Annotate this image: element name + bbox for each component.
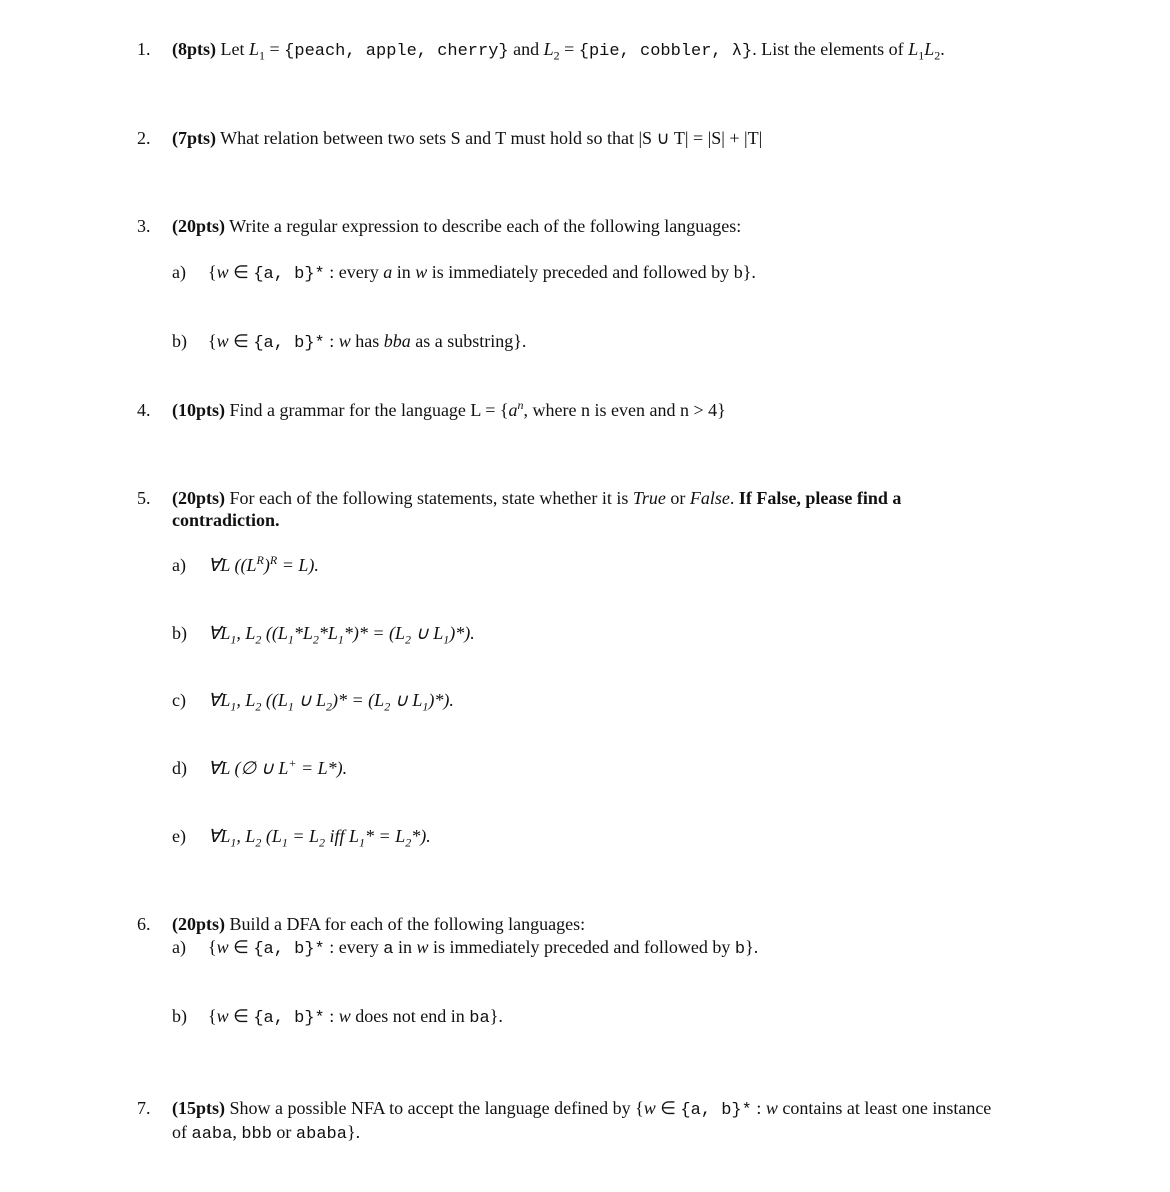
q5b-t4: *L	[293, 623, 313, 643]
q5b-t3: ((L	[261, 623, 288, 643]
q7-close: }.	[346, 1122, 361, 1142]
q5b-t8: )*).	[449, 623, 475, 643]
q7-t2: contains at least one instance	[777, 1098, 992, 1118]
q1-l2: L	[543, 39, 554, 59]
q5a-sup1: R	[256, 553, 264, 567]
q5c-t1: ∀L	[208, 690, 231, 710]
q5b-s5: 1	[337, 632, 344, 647]
q5-bold2: contradiction.	[172, 510, 280, 530]
q5c-text	[208, 689, 454, 714]
q5-text-line2	[172, 509, 280, 531]
q7-w2: w	[765, 1098, 778, 1118]
q1-set2: {pie, cobbler, λ}	[578, 42, 753, 61]
q7-colon: :	[751, 1098, 766, 1118]
q5c-t2: , L	[236, 690, 256, 710]
q1-number: 1.	[137, 39, 151, 59]
q3b-close: }.	[513, 331, 527, 351]
q5-number: 5.	[137, 488, 151, 508]
q5a-label: a)	[172, 555, 186, 575]
q6a-w: w	[216, 937, 229, 957]
q5e-s3: 1	[281, 835, 288, 850]
q5e-t5: iff L	[325, 826, 360, 846]
q5d-t1: ∀L (∅ ∪ L	[208, 758, 289, 778]
q5-false: False	[689, 488, 730, 508]
q7-in: ∈	[655, 1098, 681, 1118]
q5b-s4: 2	[312, 632, 319, 647]
q3a-w: w	[216, 262, 229, 282]
q7-points: (15pts)	[172, 1098, 225, 1118]
q5b-s7: 1	[443, 632, 450, 647]
q3a-rest1: in	[392, 262, 416, 282]
q7-line2a: of	[172, 1122, 192, 1142]
q5b-s2: 2	[255, 632, 262, 647]
q5d-label: d)	[172, 758, 187, 778]
q6b-w2: w	[338, 1006, 351, 1026]
q5b-t5: *L	[318, 623, 338, 643]
q5e-t2: , L	[236, 826, 256, 846]
q3b-rest1: has	[350, 331, 384, 351]
q5c-t4: ∪ L	[293, 690, 327, 710]
q5e-s6: 2	[405, 835, 412, 850]
q3-points: (20pts)	[172, 216, 225, 236]
q6b-colon: :	[324, 1006, 339, 1026]
q3a-in: ∈	[228, 262, 254, 282]
q1-t2: =	[265, 39, 285, 59]
q5a-sup2: R	[269, 553, 278, 567]
q5c-t3: ((L	[261, 690, 288, 710]
q5c-s4: 2	[326, 699, 333, 714]
q1-t1: Let	[216, 39, 249, 59]
q3b-colon: :	[324, 331, 339, 351]
q5c-label: c)	[172, 690, 186, 710]
q1-points: (8pts)	[172, 39, 216, 59]
q1-s3: 1	[918, 48, 925, 63]
q3a-colon: : every	[324, 262, 384, 282]
q1-t6: .	[940, 39, 945, 59]
q7-alpha: {a, b}*	[680, 1101, 752, 1120]
q7-text	[172, 1097, 991, 1122]
q3b-w2: w	[338, 331, 351, 351]
q5b-s3: 1	[287, 632, 294, 647]
q2-body: What relation between two sets S and T must hold so that |S ∪ T| = |S| + |T|	[216, 128, 763, 148]
q3b-alpha: {a, b}*	[253, 334, 325, 353]
q5b-s6: 2	[405, 632, 412, 647]
q5-text	[172, 487, 901, 509]
q1-l3: L	[908, 39, 919, 59]
q3b-open: {	[208, 331, 217, 351]
q6a-text	[208, 936, 758, 961]
q6b-close: }.	[489, 1006, 503, 1026]
q6a-rest2: is immediately preceded and followed by	[428, 937, 735, 957]
q3a-rest2: is immediately preceded and followed by	[427, 262, 734, 282]
q1-l1: L	[249, 39, 260, 59]
q1-t4: =	[559, 39, 579, 59]
q1-s2: 2	[553, 48, 560, 63]
q6a-in: ∈	[228, 937, 254, 957]
q5b-t1: ∀L	[208, 623, 231, 643]
q3b-text	[208, 330, 526, 355]
q3-text	[172, 215, 741, 237]
q4-n: n	[517, 398, 524, 412]
q3a-w2: w	[415, 262, 428, 282]
q4-number: 4.	[137, 400, 151, 420]
q3a-alpha: {a, b}*	[253, 265, 325, 284]
q6b-open: {	[208, 1006, 217, 1026]
q5b-s1: 1	[230, 632, 237, 647]
q6a-label: a)	[172, 937, 186, 957]
q6b-in: ∈	[228, 1006, 254, 1026]
q7-t1: Show a possible NFA to accept the language defined by {	[225, 1098, 644, 1118]
q5d-sup: +	[288, 756, 297, 770]
q1-l4: L	[924, 39, 935, 59]
q5a-t1: ∀L ((L	[208, 555, 257, 575]
q1-set1: {peach, apple, cherry}	[284, 42, 509, 61]
q5c-t5: )* = (L	[332, 690, 385, 710]
q6b-label: b)	[172, 1006, 187, 1026]
q2-number: 2.	[137, 128, 151, 148]
q3a-b: b	[733, 262, 743, 282]
q3a-a: a	[383, 262, 393, 282]
q3b-label: b)	[172, 331, 187, 351]
q3b-in: ∈	[228, 331, 254, 351]
q5c-s2: 2	[255, 699, 262, 714]
q3b-w: w	[216, 331, 229, 351]
q3a-label: a)	[172, 262, 186, 282]
q3-body: Write a regular expression to describe each of the following languages:	[225, 216, 742, 236]
q5b-t6: *)* = (L	[343, 623, 406, 643]
q7-aaba: aaba	[191, 1125, 233, 1144]
q1-s1: 1	[259, 48, 266, 63]
q5d-text	[208, 757, 347, 779]
q5c-s1: 1	[230, 699, 237, 714]
q5b-t2: , L	[236, 623, 256, 643]
q3a-close: }.	[742, 262, 756, 282]
q4-t1: Find a grammar for the language L = {	[225, 400, 509, 420]
q5b-label: b)	[172, 623, 187, 643]
q5c-s3: 1	[287, 699, 294, 714]
q6a-rest1: in	[393, 937, 417, 957]
q5e-text	[208, 825, 431, 850]
q3a-text	[208, 261, 756, 286]
q5-bold: If False, please find a	[738, 488, 902, 508]
q7-w: w	[643, 1098, 656, 1118]
q5-t3: .	[729, 488, 739, 508]
q5e-s5: 1	[359, 835, 366, 850]
q1-s4: 2	[934, 48, 941, 63]
q6a-open: {	[208, 937, 217, 957]
q4-a: a	[508, 400, 518, 420]
q6-points: (20pts)	[172, 914, 225, 934]
q6-number: 6.	[137, 914, 151, 934]
q5-t2: or	[665, 488, 690, 508]
q6b-text	[208, 1005, 503, 1030]
q7-text-line2	[172, 1121, 360, 1146]
q5e-s2: 2	[255, 835, 262, 850]
q5d-t2: = L*).	[296, 758, 348, 778]
q7-comma: ,	[232, 1122, 242, 1142]
q4-text	[172, 399, 726, 421]
q5a-t3: = L).	[277, 555, 319, 575]
q3a-open: {	[208, 262, 217, 282]
q5e-s4: 2	[319, 835, 326, 850]
q5e-t4: = L	[287, 826, 320, 846]
q7-number: 7.	[137, 1098, 151, 1118]
q6b-ba: ba	[469, 1009, 490, 1028]
q7-bbb: bbb	[241, 1125, 272, 1144]
q4-t2: , where n is even and n > 4}	[523, 400, 726, 420]
q6-text	[172, 913, 585, 935]
q5a-t2: )	[263, 555, 270, 575]
q4-points: (10pts)	[172, 400, 225, 420]
q5e-t6: * = L	[365, 826, 406, 846]
q1-t3: and	[508, 39, 544, 59]
q5-points: (20pts)	[172, 488, 225, 508]
q5c-s5: 2	[384, 699, 391, 714]
q6-body: Build a DFA for each of the following languages:	[225, 914, 586, 934]
q5a-text	[208, 554, 319, 576]
q5e-t7: *).	[411, 826, 431, 846]
q3-number: 3.	[137, 216, 151, 236]
q5-true: True	[632, 488, 666, 508]
q5b-t7: ∪ L	[411, 623, 444, 643]
q2-text	[172, 127, 762, 149]
q5c-s6: 1	[422, 699, 429, 714]
q3b-bba: bba	[383, 331, 411, 351]
q5b-text	[208, 622, 475, 647]
q5e-t3: (L	[261, 826, 282, 846]
q6b-w: w	[216, 1006, 229, 1026]
q6b-rest1: does not end in	[350, 1006, 470, 1026]
q5e-s1: 1	[230, 835, 237, 850]
q6a-w2: w	[416, 937, 429, 957]
q6b-alpha: {a, b}*	[253, 1009, 325, 1028]
q3b-rest2: as a substring	[410, 331, 514, 351]
q6a-close: }.	[745, 937, 759, 957]
q6a-colon: : every	[324, 937, 384, 957]
q5e-t1: ∀L	[208, 826, 231, 846]
q7-ababa: ababa	[295, 1125, 347, 1144]
q6a-b: b	[734, 940, 746, 959]
q5e-label: e)	[172, 826, 186, 846]
q6a-alpha: {a, b}*	[253, 940, 325, 959]
q7-or: or	[271, 1122, 296, 1142]
q5-t1: For each of the following statements, state whether it is	[225, 488, 633, 508]
q5c-t6: ∪ L	[390, 690, 423, 710]
q5c-t7: )*).	[428, 690, 454, 710]
q2-points: (7pts)	[172, 128, 216, 148]
q6a-a: a	[383, 940, 394, 959]
q1-t5: . List the elements of	[752, 39, 909, 59]
q1-text	[172, 38, 945, 63]
